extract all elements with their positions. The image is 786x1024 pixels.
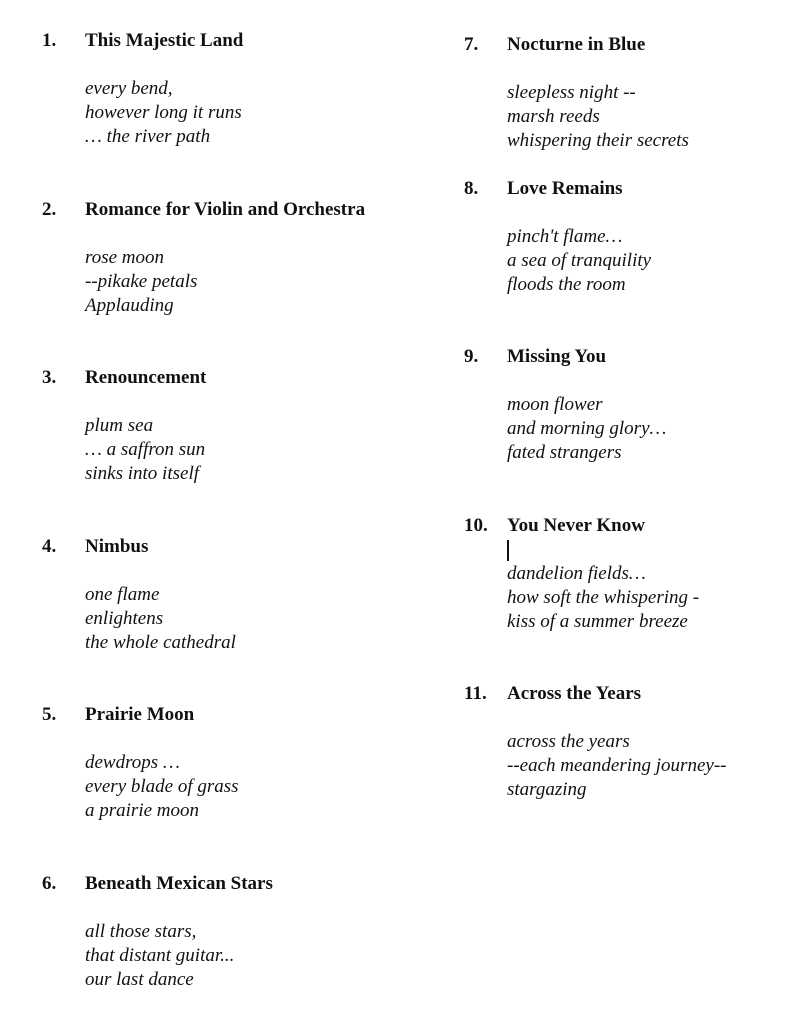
- poem-number: 2.: [42, 199, 57, 220]
- poem-line: our last dance: [85, 969, 194, 990]
- poem-line: every blade of grass: [85, 776, 239, 797]
- poem-line: … a saffron sun: [85, 439, 206, 460]
- poem-line: a sea of tranquility: [507, 250, 652, 271]
- poem-body: [507, 81, 689, 153]
- poem-line: and morning glory…: [507, 418, 667, 439]
- poem-line: across the years: [507, 731, 630, 752]
- poem-line: rose moon: [85, 247, 164, 268]
- poem-line: enlightens: [85, 608, 164, 629]
- poem-line: dewdrops …: [85, 752, 180, 773]
- text-cursor: [507, 540, 509, 561]
- poem-line: whispering their secrets: [507, 130, 689, 151]
- poem-number: 9.: [464, 346, 479, 367]
- poem-line: stargazing: [507, 779, 587, 800]
- poem-line: a prairie moon: [85, 800, 199, 821]
- poem-title: Love Remains: [507, 178, 623, 199]
- poem-line: moon flower: [507, 394, 603, 415]
- poem-line: plum sea: [85, 415, 154, 436]
- poem-line: Applauding: [85, 295, 174, 316]
- poem-line: sinks into itself: [85, 463, 199, 484]
- poem-line: --each meandering journey--: [507, 755, 727, 776]
- poem-body: [507, 225, 651, 297]
- poem-line: sleepless night --: [507, 82, 636, 103]
- poem-number: 8.: [464, 178, 479, 199]
- poem-line: marsh reeds: [507, 106, 600, 127]
- poem-body: [85, 77, 242, 149]
- poem-line: every bend,: [85, 78, 173, 99]
- poem-body: [507, 562, 699, 634]
- poem-body: [85, 583, 236, 655]
- poem-number: 6.: [42, 873, 57, 894]
- poem-title: This Majestic Land: [85, 30, 244, 51]
- poem-line: that distant guitar...: [85, 945, 235, 966]
- poem-line: the whole cathedral: [85, 632, 236, 653]
- poem-body: [507, 730, 726, 802]
- poem-number: 5.: [42, 704, 57, 725]
- poem-line: all those stars,: [85, 921, 197, 942]
- poem-title: Prairie Moon: [85, 704, 195, 725]
- poem-title: Romance for Violin and Orchestra: [85, 199, 366, 220]
- poem-title: Nocturne in Blue: [507, 34, 646, 55]
- poem-number: 10.: [464, 515, 488, 536]
- poem-line: … the river path: [85, 126, 211, 147]
- poem-number: 11.: [464, 683, 487, 704]
- poem-title: Across the Years: [507, 683, 642, 704]
- poem-title: Beneath Mexican Stars: [85, 873, 273, 894]
- poem-line: kiss of a summer breeze: [507, 611, 688, 632]
- poem-line: --pikake petals: [85, 271, 198, 292]
- poem-line: fated strangers: [507, 442, 622, 463]
- poem-body: [85, 414, 205, 486]
- poem-title: Renouncement: [85, 367, 207, 388]
- poem-line: dandelion fields…: [507, 563, 646, 584]
- poem-number: 3.: [42, 367, 57, 388]
- poem-number: 7.: [464, 34, 479, 55]
- poem-number: 4.: [42, 536, 57, 557]
- poem-line: one flame: [85, 584, 160, 605]
- poem-title: Nimbus: [85, 536, 149, 557]
- poem-body: [85, 920, 234, 992]
- poem-body: [85, 246, 197, 318]
- poem-body: [85, 751, 239, 823]
- poem-line: however long it runs: [85, 102, 242, 123]
- poem-number: 1.: [42, 30, 57, 51]
- poem-line: floods the room: [507, 274, 626, 295]
- poem-body: [507, 393, 666, 465]
- poem-title: Missing You: [507, 346, 607, 367]
- poem-line: how soft the whispering -: [507, 587, 700, 608]
- poem-line: pinch't flame…: [507, 226, 623, 247]
- poem-title: You Never Know: [507, 515, 645, 536]
